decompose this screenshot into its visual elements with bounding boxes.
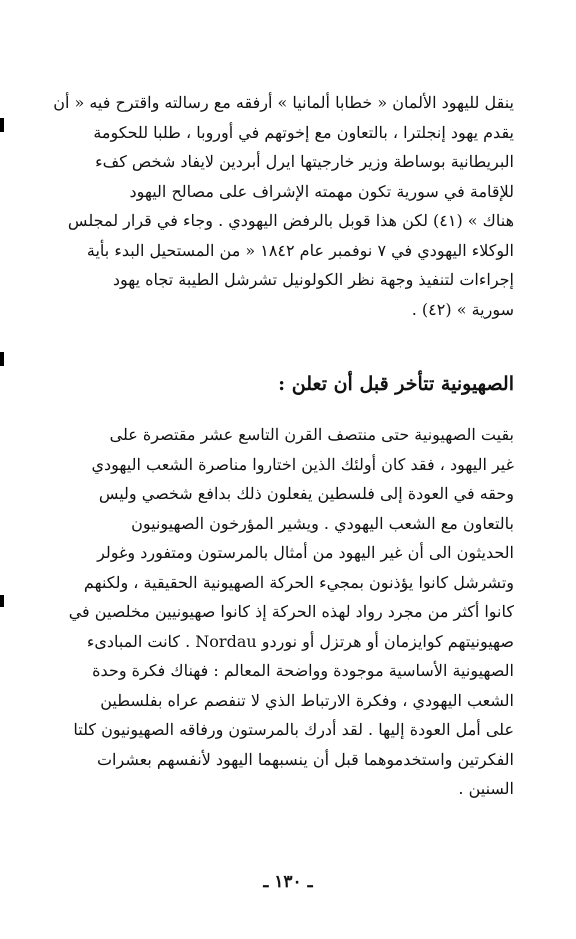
text-line: وحقه في العودة إلى فلسطين يفعلون ذلك بدافع شخصي وليس — [98, 484, 514, 503]
text-line: الصهيونية الأساسية موجودة وواضحة المعالم : فهناك فكرة وحدة — [92, 661, 514, 680]
text-line: بقيت الصهيونية حتى منتصف القرن التاسع عشر مقتصرة على — [109, 425, 514, 444]
text-line: الحديثون الى أن غير اليهود من أمثال بالمرستون ومتفورد وغولر — [97, 543, 514, 562]
text-line: الوكلاء اليهودي في ٧ نوفمبر عام ١٨٤٢ « من المستحيل البدء بأية — [86, 240, 514, 260]
margin-mark — [0, 118, 4, 132]
text-line: للإقامة في سورية تكون مهمته الإشراف على مصالح اليهود — [129, 181, 514, 201]
text-line: ينقل لليهود الألمان « خطابا ألمانيا » أرفقه مع رسالته واقترح فيه « أن — [53, 93, 514, 112]
text-line: البريطانية بوساطة وزير خارجيتها ايرل أبردين لايفاد شخص كفء — [95, 152, 514, 171]
text-line: وتشرشل كانوا يؤذنون بمجيء الحركة الصهيونية الحقيقية ، ولكنهم — [83, 572, 514, 592]
text-line: الفكرتين واستخدموهما قبل أن ينسبهما اليهود لأنفسهم بعشرات — [96, 749, 514, 769]
text-line: كانوا أكثر من مجرد رواد لهذه الحركة إذ كانوا صهيونيين مخلصين في — [68, 602, 514, 621]
margin-mark — [0, 595, 4, 607]
text-line: غير اليهود ، فقد كان أولئك الذين اختاروا مناصرة الشعب اليهودي — [91, 454, 514, 474]
margin-mark — [0, 352, 4, 366]
text-line: بالتعاون مع الشعب اليهودي . ويشير المؤرخون الصهيونيون — [131, 513, 514, 533]
paragraph-body — [52, 420, 514, 804]
text-line: السنين . — [458, 779, 514, 798]
text-line: الشعب اليهودي ، وفكرة الارتباط الذي لا تنفصم عراه بفلسطين — [100, 690, 514, 710]
paragraph-continued — [52, 88, 514, 324]
text-line: إجراءات لتنفيذ وجهة نظر الكولونيل تشرشل الطيبة تجاه يهود — [112, 270, 514, 289]
text-line: صهيونيتهم كوايزمان أو هرتزل أو نوردو Nordau . كانت المبادىء — [86, 631, 514, 651]
text-line: يقدم يهود إنجلترا ، بالتعاون مع إخوتهم في أوروبا ، طلبا للحكومة — [93, 122, 514, 142]
section-heading: الصهيونية تتأخر قبل أن تعلن : — [278, 373, 514, 395]
text-line: على أمل العودة إليها . لقد أدرك بالمرستون ورفاقه الصهيونيون كلتا — [73, 720, 514, 739]
text-line: سورية » (٤٢) . — [411, 299, 514, 319]
text-line: هناك » (٤١) لكن هذا قوبل بالرفض اليهودي . وجاء في قرار لمجلس — [67, 211, 514, 230]
page-number: ـ ١٣٠ ـ — [263, 872, 313, 892]
